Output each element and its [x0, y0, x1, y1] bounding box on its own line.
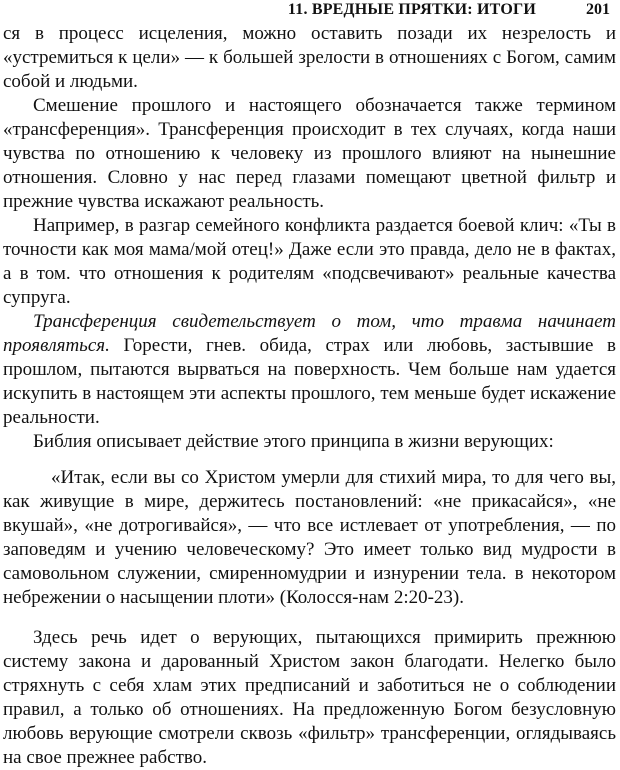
scripture-quote: «Итак, если вы со Христом умерли для стихий мира, то для чего вы, как живущие в мире, держитесь постановлений: «не прикасайся», «не вкушай», «не дотрогивайся», — что все истлевает от употребления, — по заповедям и учению человеческому? Это имеет только вид мудрости в самовольном служении, смиренномудрии и изнурении тела. в некотором небрежении о насыщении плоти» (Колосся-нам 2:20-23). [3, 467, 616, 608]
paragraph-4-italic: Трансференция свидетельствует о том, что травма начинает проявляться. [3, 311, 616, 356]
paragraph-4-rest: Горести, гнев. обида, страх или любовь, застывшие в прошлом, пытаются вырваться на поверхность. Чем больше нам удается искупить в настоящем эти аспекты прошлого, тем меньше будет искажение реальности. [3, 335, 616, 428]
paragraph-2: Смешение прошлого и настоящего обозначается также термином «трансференция». Трансференция происходит в тех случаях, когда наши чувства по отношению к человеку из прошлого влияют на нынешние отношения. Словно у нас перед глазами помещают цветной фильтр и прежние чувства искажают реальность. [3, 95, 616, 212]
paragraph-1: ся в процесс исцеления, можно оставить позади их незрелость и «устремиться к цели» — к большей зрелости в отношениях с Богом, самим собой и людьми. [3, 23, 616, 92]
paragraph-6: Здесь речь идет о верующих, пытающихся примирить прежнюю систему закона и дарованный Христом закон благодати. Нелегко было стряхнуть с себя хлам этих предписаний и заботиться не о соблюдении правил, а только об отношениях. На предложенную Богом безусловную любовь верующие смотрели сквозь «фильтр» трансференции, оглядываясь на свое прежнее рабство. [3, 627, 616, 768]
running-header [3, 0, 616, 20]
paragraph-4 [3, 310, 616, 430]
page-number: 201 [586, 1, 610, 18]
paragraph-5: Библия описывает действие этого принципа в жизни верующих: [33, 431, 554, 452]
chapter-title: 11. ВРЕДНЫЕ ПРЯТКИ: ИТОГИ [287, 1, 536, 18]
paragraph-3: Например, в разгар семейного конфликта раздается боевой клич: «Ты в точности как моя мама/мой отец!» Даже если это правда, дело не в фактах, а в том. что отношения к родителям «подсвечивают» реальные качества супруга. [3, 215, 616, 308]
